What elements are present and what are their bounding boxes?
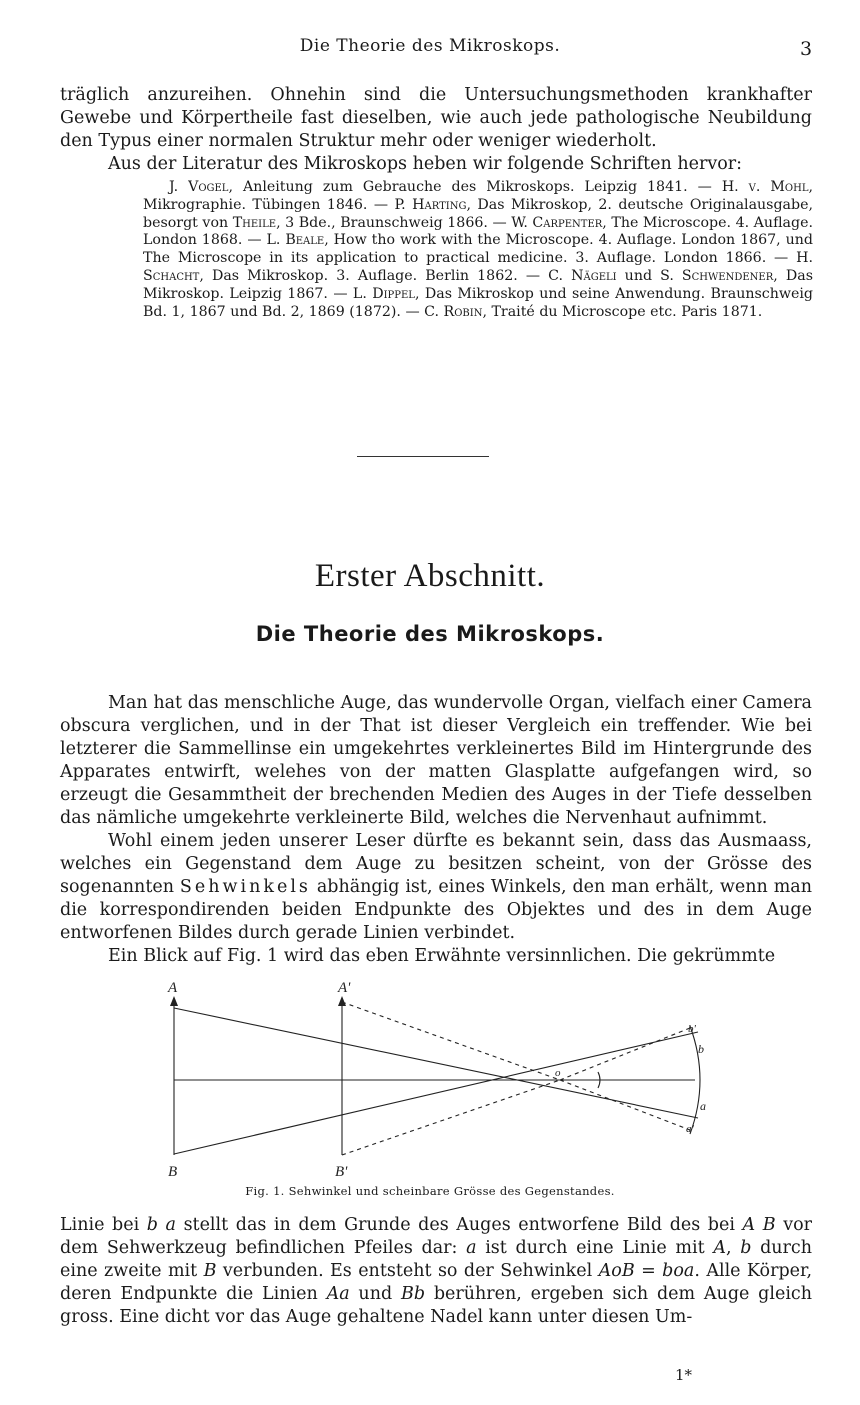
- ref-text: , Das Mikroskop. 3. Auflage. Berlin 1862. —: [199, 267, 549, 284]
- ref-author: S. Schwendener: [660, 267, 774, 284]
- label-A-prime: A': [338, 980, 351, 996]
- math-var: A: [713, 1238, 726, 1258]
- ray-B-prime: [342, 1080, 560, 1155]
- ray-A-prime: [342, 1002, 560, 1080]
- label-B: B: [168, 1164, 178, 1180]
- ref-text: und: [616, 267, 661, 284]
- ref-text: , Das Mikroskop. Leipzig 1867. —: [143, 267, 813, 302]
- label-a: a: [700, 1099, 706, 1113]
- label-b: b: [698, 1042, 704, 1056]
- label-o: o: [555, 1067, 561, 1079]
- text-run: ist durch eine Linie mit: [476, 1238, 714, 1258]
- figure-caption: Fig. 1. Sehwinkel und scheinbare Grösse des Gegenstandes.: [245, 1184, 615, 1198]
- ref-text: , Anleitung zum Gebrauche des Mikroskops. Leipzig 1841. —: [228, 179, 722, 195]
- ref-author: L. Dippel: [352, 285, 415, 302]
- math-var: A B: [742, 1215, 776, 1235]
- term-sehwinkel: Sehwinkels: [179, 877, 311, 897]
- main-paragraph-2: [60, 830, 812, 945]
- text-run: ,: [725, 1238, 741, 1258]
- ref-text: , Das Mikroskop und seine Anwendung. Braunschweig Bd. 1, 1867 und Bd. 2, 1869 (1872). —: [143, 285, 813, 320]
- reference-list: [143, 179, 813, 321]
- intro-text: [60, 84, 812, 176]
- after-figure-text: [60, 1214, 812, 1329]
- text-run: vor dem Sehwerkzeug befindlichen Pfeiles dar:: [60, 1215, 812, 1258]
- ray-b-prime: [560, 1028, 690, 1080]
- arrowhead-A: [170, 996, 178, 1006]
- page-number: 3: [800, 38, 813, 60]
- arrowhead-A-prime: [338, 996, 346, 1006]
- figure-visual-angle: [150, 980, 720, 1180]
- chapter-subtitle: Die Theorie des Mikroskops.: [255, 622, 605, 646]
- reference-paragraph: [143, 179, 813, 321]
- math-var: Bb: [400, 1284, 426, 1304]
- ref-author: H. Schacht: [143, 250, 813, 284]
- math-var: B: [203, 1261, 217, 1281]
- main-text: [60, 692, 812, 968]
- text-run: verbunden. Es entsteht so der Sehwinkel: [216, 1261, 599, 1281]
- ref-text: , 3 Bde., Braunschweig 1866. —: [276, 214, 512, 231]
- ref-author: C. Nägeli: [548, 267, 617, 284]
- chapter-title: Erster Abschnitt.: [314, 558, 546, 594]
- text-run: . Alle Körper, deren Endpunkte die Linien: [60, 1261, 813, 1304]
- text-run: stellt das in dem Grunde des Auges entworfene Bild des bei: [175, 1215, 743, 1235]
- text-run: berühren, ergeben sich dem Auge gleich gross. Eine dicht vor das Auge gehaltene Nadel kann unter diesen Um-: [60, 1284, 812, 1327]
- ref-author: W. Carpenter: [511, 214, 603, 231]
- label-A: A: [168, 980, 178, 996]
- ray-B-to-b: [174, 1032, 698, 1154]
- intro-paragraph-2: Aus der Literatur des Mikroskops heben wir folgende Schriften hervor:: [108, 154, 743, 174]
- ref-author: C. Robin: [424, 303, 483, 320]
- ref-author: L. Beale: [266, 232, 325, 249]
- ray-a-prime: [560, 1080, 690, 1130]
- intro-paragraph-1: träglich anzureihen. Ohnehin sind die Untersuchungsmethoden krankhafter Gewebe und Körpertheile fast dieselben, wie auch jede pathologische Neubildung den Typus einer normalen Struktur mehr oder weniger wiederholt.: [60, 85, 812, 151]
- main-paragraph-1: Man hat das menschliche Auge, das wundervolle Organ, vielfach einer Camera obscura verglichen, und in der That ist dieser Vergleich ein treffender. Wie bei letzterer die Sammellinse ein umgekehrtes verkleinertes Bild im Hintergrunde des Apparates entwirft, welehes von der matten Glasplatte aufgefangen wird, so erzeugt die Gesammtheit der brechenden Medien des Auges in der Tiefe desselben das nämliche umgekehrte verkleinerte Bild, welches die Nervenhaut aufnimmt.: [60, 693, 812, 828]
- label-B-prime: B': [335, 1164, 348, 1180]
- label-a-prime: a': [686, 1123, 694, 1135]
- ref-text: , The Microscope. 4. Auflage. London 1868. —: [143, 214, 813, 249]
- math-var: b a: [146, 1215, 176, 1235]
- ref-text: , Das Mikroskop, 2. deutsche Originalausgabe, besorgt von: [143, 196, 813, 231]
- ref-author: P. Harting: [394, 196, 467, 213]
- text-run: durch eine zweite mit: [60, 1238, 812, 1281]
- signature-mark: 1*: [675, 1366, 693, 1384]
- math-var: a: [466, 1238, 477, 1258]
- ref-text: , Traité du Microscope etc. Paris 1871.: [482, 303, 763, 320]
- text-run: und: [349, 1284, 401, 1304]
- main-p2-text: abhängig ist, eines Winkels, den man erhält, wenn man die korrespondirenden beiden Endpunkte des Objektes und des in dem Auge entworfenen Bildes durch gerade Linien verbindet.: [60, 877, 812, 943]
- section-divider: [357, 456, 489, 457]
- ref-text: , Mikrographie. Tübingen 1846. —: [143, 179, 813, 213]
- main-paragraph-3: Ein Blick auf Fig. 1 wird das eben Erwähnte versinnlichen. Die gekrümmte: [108, 946, 776, 966]
- ray-A-to-a: [174, 1008, 698, 1118]
- label-b-prime: b': [688, 1023, 696, 1035]
- math-expression: AoB = boa: [598, 1261, 695, 1281]
- after-figure-paragraph: [60, 1214, 812, 1329]
- main-p2-text: Wohl einem jeden unserer Leser dürfte es bekannt sein, dass das Ausmaass, welches ein Gegenstand dem Auge zu besitzen scheint, von der Grösse des sogenannten: [60, 831, 812, 897]
- ref-author: J. Vogel: [169, 179, 229, 195]
- math-var: b: [740, 1238, 752, 1258]
- text-run: Linie bei: [60, 1215, 147, 1235]
- ref-text: , How tho work with the Microscope. 4. Auflage. London 1867, und The Microscope in its application to practical medicine. 3. Auflage. London 1866. —: [143, 232, 813, 267]
- ref-editor: Theile: [232, 214, 277, 231]
- math-var: Aa: [326, 1284, 350, 1304]
- running-header: Die Theorie des Mikroskops.: [299, 36, 561, 56]
- ref-author: H. v. Mohl: [721, 179, 809, 195]
